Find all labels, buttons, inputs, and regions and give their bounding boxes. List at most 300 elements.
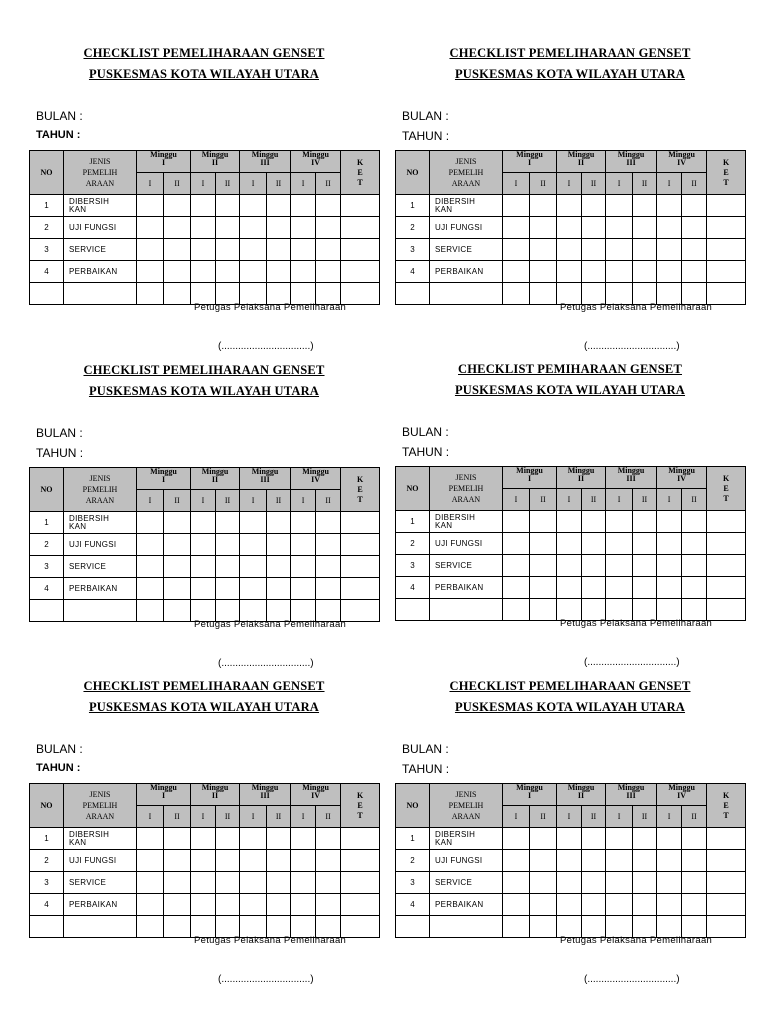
check-cell[interactable] — [633, 555, 657, 577]
check-cell[interactable] — [530, 511, 557, 533]
check-cell[interactable] — [341, 239, 380, 261]
check-cell[interactable] — [267, 512, 291, 534]
check-cell[interactable] — [530, 599, 557, 621]
check-cell[interactable] — [657, 195, 682, 217]
check-cell[interactable] — [503, 533, 530, 555]
maintenance-item — [430, 872, 503, 894]
check-cell[interactable] — [316, 578, 341, 600]
check-cell[interactable] — [291, 828, 316, 850]
check-cell[interactable] — [267, 239, 291, 261]
check-cell[interactable] — [707, 261, 746, 283]
check-cell[interactable] — [240, 556, 267, 578]
check-cell[interactable] — [582, 217, 606, 239]
check-cell[interactable] — [137, 534, 164, 556]
check-cell[interactable] — [606, 217, 633, 239]
check-cell[interactable] — [191, 534, 216, 556]
check-cell[interactable] — [682, 195, 707, 217]
check-cell[interactable] — [216, 217, 240, 239]
check-cell[interactable] — [316, 850, 341, 872]
check-cell[interactable] — [240, 578, 267, 600]
check-cell[interactable] — [530, 872, 557, 894]
jenis-header-line: ARAAN — [85, 496, 115, 505]
week-number: III — [626, 474, 636, 483]
check-cell[interactable] — [341, 828, 380, 850]
check-cell[interactable] — [657, 828, 682, 850]
check-cell[interactable] — [240, 894, 267, 916]
row-number — [396, 599, 430, 621]
check-cell[interactable] — [503, 872, 530, 894]
check-cell[interactable] — [216, 872, 240, 894]
sub-period-header: II — [530, 173, 557, 195]
maintenance-item — [430, 577, 503, 599]
check-cell[interactable] — [633, 828, 657, 850]
check-cell[interactable] — [341, 217, 380, 239]
check-cell[interactable] — [682, 828, 707, 850]
check-cell[interactable] — [216, 850, 240, 872]
maintenance-item — [430, 261, 503, 283]
week-word: Minggu — [617, 783, 645, 792]
check-cell[interactable] — [267, 217, 291, 239]
check-cell[interactable] — [240, 850, 267, 872]
sub-period-header: II — [316, 173, 341, 195]
check-cell[interactable] — [530, 533, 557, 555]
check-cell[interactable] — [557, 511, 582, 533]
check-cell[interactable] — [164, 556, 191, 578]
check-cell[interactable] — [291, 239, 316, 261]
check-cell[interactable] — [582, 195, 606, 217]
check-cell[interactable] — [530, 916, 557, 938]
check-cell[interactable] — [707, 850, 746, 872]
check-cell[interactable] — [707, 894, 746, 916]
check-cell[interactable] — [582, 894, 606, 916]
check-cell[interactable] — [682, 533, 707, 555]
check-cell[interactable] — [137, 850, 164, 872]
check-cell[interactable] — [291, 261, 316, 283]
table-header-row — [30, 151, 380, 173]
check-cell[interactable] — [503, 599, 530, 621]
check-cell[interactable] — [240, 872, 267, 894]
check-cell[interactable] — [164, 894, 191, 916]
check-cell[interactable] — [557, 828, 582, 850]
check-cell[interactable] — [530, 239, 557, 261]
week-number: II — [211, 158, 219, 167]
week-number: II — [577, 474, 585, 483]
check-cell[interactable] — [682, 577, 707, 599]
week-header — [657, 467, 707, 489]
table-row — [30, 872, 380, 894]
check-cell[interactable] — [164, 195, 191, 217]
check-cell[interactable] — [267, 195, 291, 217]
check-cell[interactable] — [606, 872, 633, 894]
checklist-table — [395, 466, 746, 621]
item-line: KAN — [435, 520, 453, 530]
check-cell[interactable] — [137, 600, 164, 622]
sub-period-header: II — [582, 489, 606, 511]
row-number: 1 — [396, 195, 430, 217]
check-cell[interactable] — [291, 512, 316, 534]
week-word: Minggu — [668, 150, 695, 159]
check-cell[interactable] — [657, 511, 682, 533]
check-cell[interactable] — [216, 894, 240, 916]
sub-period-header: I — [606, 806, 633, 828]
check-cell[interactable] — [164, 261, 191, 283]
check-cell[interactable] — [341, 578, 380, 600]
check-cell[interactable] — [191, 872, 216, 894]
check-cell[interactable] — [633, 261, 657, 283]
check-cell[interactable] — [137, 894, 164, 916]
check-cell[interactable] — [557, 533, 582, 555]
check-cell[interactable] — [530, 850, 557, 872]
check-cell[interactable] — [606, 828, 633, 850]
check-cell[interactable] — [557, 261, 582, 283]
check-cell[interactable] — [633, 850, 657, 872]
check-cell[interactable] — [707, 217, 746, 239]
check-cell[interactable] — [657, 872, 682, 894]
check-cell[interactable] — [316, 534, 341, 556]
check-cell[interactable] — [557, 239, 582, 261]
maintenance-item — [430, 511, 503, 533]
signature-line: (................................) — [584, 657, 680, 668]
check-cell[interactable] — [291, 894, 316, 916]
check-cell[interactable] — [137, 261, 164, 283]
tahun-label: TAHUN : — [36, 762, 81, 774]
table-row — [30, 217, 380, 239]
check-cell[interactable] — [633, 217, 657, 239]
check-cell[interactable] — [633, 577, 657, 599]
check-cell[interactable] — [216, 556, 240, 578]
check-cell[interactable] — [216, 578, 240, 600]
checklist-table — [395, 783, 746, 938]
check-cell[interactable] — [267, 872, 291, 894]
check-cell[interactable] — [341, 556, 380, 578]
check-cell[interactable] — [316, 894, 341, 916]
check-cell[interactable] — [633, 872, 657, 894]
check-cell[interactable] — [240, 534, 267, 556]
week-number: I — [161, 791, 166, 800]
ket-column-header — [341, 151, 380, 195]
check-cell[interactable] — [633, 894, 657, 916]
check-cell[interactable] — [316, 217, 341, 239]
check-cell[interactable] — [707, 577, 746, 599]
check-cell[interactable] — [191, 239, 216, 261]
check-cell[interactable] — [530, 894, 557, 916]
check-cell[interactable] — [682, 239, 707, 261]
week-number: III — [260, 158, 270, 167]
check-cell[interactable] — [582, 850, 606, 872]
petugas-label: Petugas Pelaksana Pemeliharaan — [560, 618, 713, 629]
check-cell[interactable] — [657, 894, 682, 916]
check-cell[interactable] — [557, 195, 582, 217]
row-number: 3 — [396, 239, 430, 261]
ket-column-header — [707, 784, 746, 828]
check-cell[interactable] — [341, 600, 380, 622]
check-cell[interactable] — [606, 261, 633, 283]
check-cell[interactable] — [682, 511, 707, 533]
checklist-table — [29, 150, 380, 305]
check-cell[interactable] — [240, 261, 267, 283]
check-cell[interactable] — [530, 261, 557, 283]
check-cell[interactable] — [164, 217, 191, 239]
check-cell[interactable] — [606, 555, 633, 577]
check-cell[interactable] — [216, 239, 240, 261]
check-cell[interactable] — [657, 850, 682, 872]
check-cell[interactable] — [657, 555, 682, 577]
row-number: 4 — [396, 261, 430, 283]
check-cell[interactable] — [606, 511, 633, 533]
check-cell[interactable] — [267, 828, 291, 850]
check-cell[interactable] — [137, 217, 164, 239]
check-cell[interactable] — [164, 916, 191, 938]
check-cell[interactable] — [657, 239, 682, 261]
check-cell[interactable] — [503, 894, 530, 916]
check-cell[interactable] — [530, 195, 557, 217]
row-number: 3 — [30, 872, 64, 894]
item-line: SERVICE — [435, 560, 473, 570]
check-cell[interactable] — [557, 872, 582, 894]
check-cell[interactable] — [216, 828, 240, 850]
table-header-row — [396, 784, 746, 806]
check-cell[interactable] — [582, 239, 606, 261]
check-cell[interactable] — [341, 850, 380, 872]
check-cell[interactable] — [240, 512, 267, 534]
check-cell[interactable] — [216, 195, 240, 217]
check-cell[interactable] — [557, 577, 582, 599]
check-cell[interactable] — [582, 577, 606, 599]
check-cell[interactable] — [682, 894, 707, 916]
check-cell[interactable] — [582, 261, 606, 283]
check-cell[interactable] — [191, 261, 216, 283]
check-cell[interactable] — [707, 916, 746, 938]
check-cell[interactable] — [557, 217, 582, 239]
sub-period-header: II — [316, 806, 341, 828]
check-cell[interactable] — [291, 850, 316, 872]
check-cell[interactable] — [267, 578, 291, 600]
check-cell[interactable] — [606, 195, 633, 217]
check-cell[interactable] — [341, 534, 380, 556]
table-header-row — [30, 468, 380, 490]
check-cell[interactable] — [316, 512, 341, 534]
check-cell[interactable] — [582, 533, 606, 555]
check-cell[interactable] — [707, 555, 746, 577]
check-cell[interactable] — [191, 556, 216, 578]
check-cell[interactable] — [341, 261, 380, 283]
check-cell[interactable] — [137, 556, 164, 578]
check-cell[interactable] — [316, 195, 341, 217]
check-cell[interactable] — [633, 533, 657, 555]
check-cell[interactable] — [164, 239, 191, 261]
row-number: 3 — [30, 239, 64, 261]
ket-letter: E — [357, 167, 363, 177]
check-cell[interactable] — [530, 577, 557, 599]
check-cell[interactable] — [191, 894, 216, 916]
table-row — [396, 828, 746, 850]
check-cell[interactable] — [557, 894, 582, 916]
check-cell[interactable] — [707, 511, 746, 533]
check-cell[interactable] — [633, 239, 657, 261]
check-cell[interactable] — [267, 894, 291, 916]
check-cell[interactable] — [503, 217, 530, 239]
check-cell[interactable] — [341, 512, 380, 534]
check-cell[interactable] — [682, 555, 707, 577]
check-cell[interactable] — [503, 195, 530, 217]
check-cell[interactable] — [341, 195, 380, 217]
check-cell[interactable] — [530, 217, 557, 239]
check-cell[interactable] — [633, 511, 657, 533]
check-cell[interactable] — [341, 283, 380, 305]
table-row — [396, 261, 746, 283]
week-number: II — [211, 475, 219, 484]
check-cell[interactable] — [316, 261, 341, 283]
check-cell[interactable] — [291, 872, 316, 894]
check-cell[interactable] — [316, 872, 341, 894]
check-cell[interactable] — [267, 534, 291, 556]
check-cell[interactable] — [682, 261, 707, 283]
check-cell[interactable] — [557, 850, 582, 872]
sub-period-header: II — [682, 489, 707, 511]
check-cell[interactable] — [137, 195, 164, 217]
check-cell[interactable] — [191, 578, 216, 600]
ket-letter: T — [357, 494, 363, 504]
check-cell[interactable] — [707, 828, 746, 850]
check-cell[interactable] — [707, 599, 746, 621]
check-cell[interactable] — [137, 512, 164, 534]
check-cell[interactable] — [267, 556, 291, 578]
check-cell[interactable] — [557, 555, 582, 577]
check-cell[interactable] — [606, 533, 633, 555]
check-cell[interactable] — [503, 239, 530, 261]
ket-letter: K — [356, 790, 364, 800]
row-number: 1 — [30, 512, 64, 534]
check-cell[interactable] — [240, 195, 267, 217]
check-cell[interactable] — [503, 916, 530, 938]
check-cell[interactable] — [657, 261, 682, 283]
jenis-header-line: ARAAN — [451, 812, 481, 821]
check-cell[interactable] — [216, 512, 240, 534]
check-cell[interactable] — [707, 533, 746, 555]
check-cell[interactable] — [164, 534, 191, 556]
check-cell[interactable] — [164, 828, 191, 850]
check-cell[interactable] — [503, 577, 530, 599]
row-number: 4 — [30, 894, 64, 916]
ket-letter: T — [357, 810, 363, 820]
check-cell[interactable] — [503, 511, 530, 533]
check-cell[interactable] — [316, 239, 341, 261]
checklist-table — [29, 467, 380, 622]
check-cell[interactable] — [582, 828, 606, 850]
check-cell[interactable] — [503, 555, 530, 577]
week-word: Minggu — [201, 150, 229, 159]
check-cell[interactable] — [633, 195, 657, 217]
sub-period-header: I — [657, 806, 682, 828]
week-word: Minggu — [567, 783, 595, 792]
check-cell[interactable] — [657, 577, 682, 599]
check-cell[interactable] — [164, 600, 191, 622]
check-cell[interactable] — [240, 828, 267, 850]
check-cell[interactable] — [582, 872, 606, 894]
week-header — [137, 468, 191, 490]
check-cell[interactable] — [291, 556, 316, 578]
check-cell[interactable] — [682, 850, 707, 872]
check-cell[interactable] — [316, 556, 341, 578]
check-cell[interactable] — [316, 828, 341, 850]
check-cell[interactable] — [164, 283, 191, 305]
check-cell[interactable] — [291, 534, 316, 556]
check-cell[interactable] — [137, 872, 164, 894]
check-cell[interactable] — [503, 283, 530, 305]
check-cell[interactable] — [503, 828, 530, 850]
table-row — [396, 533, 746, 555]
check-cell[interactable] — [137, 828, 164, 850]
check-cell[interactable] — [707, 195, 746, 217]
check-cell[interactable] — [191, 195, 216, 217]
check-cell[interactable] — [164, 872, 191, 894]
check-cell[interactable] — [707, 283, 746, 305]
check-cell[interactable] — [606, 577, 633, 599]
check-cell[interactable] — [657, 217, 682, 239]
check-cell[interactable] — [137, 578, 164, 600]
check-cell[interactable] — [164, 578, 191, 600]
sub-period-header: I — [240, 490, 267, 512]
check-cell[interactable] — [582, 555, 606, 577]
check-cell[interactable] — [682, 872, 707, 894]
jenis-column-header — [64, 784, 137, 828]
check-cell[interactable] — [341, 872, 380, 894]
check-cell[interactable] — [240, 239, 267, 261]
check-cell[interactable] — [291, 578, 316, 600]
check-cell[interactable] — [216, 534, 240, 556]
check-cell[interactable] — [341, 916, 380, 938]
checklist-form — [395, 362, 745, 678]
check-cell[interactable] — [582, 511, 606, 533]
check-cell[interactable] — [707, 872, 746, 894]
check-cell[interactable] — [530, 283, 557, 305]
check-cell[interactable] — [191, 828, 216, 850]
check-cell[interactable] — [707, 239, 746, 261]
check-cell[interactable] — [191, 217, 216, 239]
maintenance-item — [430, 850, 503, 872]
check-cell[interactable] — [267, 261, 291, 283]
sub-period-header: I — [606, 489, 633, 511]
check-cell[interactable] — [657, 533, 682, 555]
table-row — [30, 534, 380, 556]
check-cell[interactable] — [240, 217, 267, 239]
check-cell[interactable] — [164, 512, 191, 534]
bulan-label: BULAN : — [36, 742, 83, 756]
check-cell[interactable] — [530, 828, 557, 850]
check-cell[interactable] — [291, 217, 316, 239]
check-cell[interactable] — [137, 916, 164, 938]
check-cell[interactable] — [606, 239, 633, 261]
check-cell[interactable] — [606, 894, 633, 916]
check-cell[interactable] — [503, 850, 530, 872]
check-cell[interactable] — [191, 512, 216, 534]
check-cell[interactable] — [291, 195, 316, 217]
check-cell[interactable] — [606, 850, 633, 872]
check-cell[interactable] — [216, 261, 240, 283]
check-cell[interactable] — [267, 850, 291, 872]
check-cell[interactable] — [164, 850, 191, 872]
check-cell[interactable] — [137, 283, 164, 305]
row-number — [30, 916, 64, 938]
check-cell[interactable] — [341, 894, 380, 916]
form-title: CHECKLIST PEMELIHARAAN GENSET — [449, 679, 691, 693]
ket-letter: K — [722, 790, 730, 800]
check-cell[interactable] — [530, 555, 557, 577]
check-cell[interactable] — [191, 850, 216, 872]
check-cell[interactable] — [682, 217, 707, 239]
check-cell[interactable] — [503, 261, 530, 283]
check-cell[interactable] — [137, 239, 164, 261]
